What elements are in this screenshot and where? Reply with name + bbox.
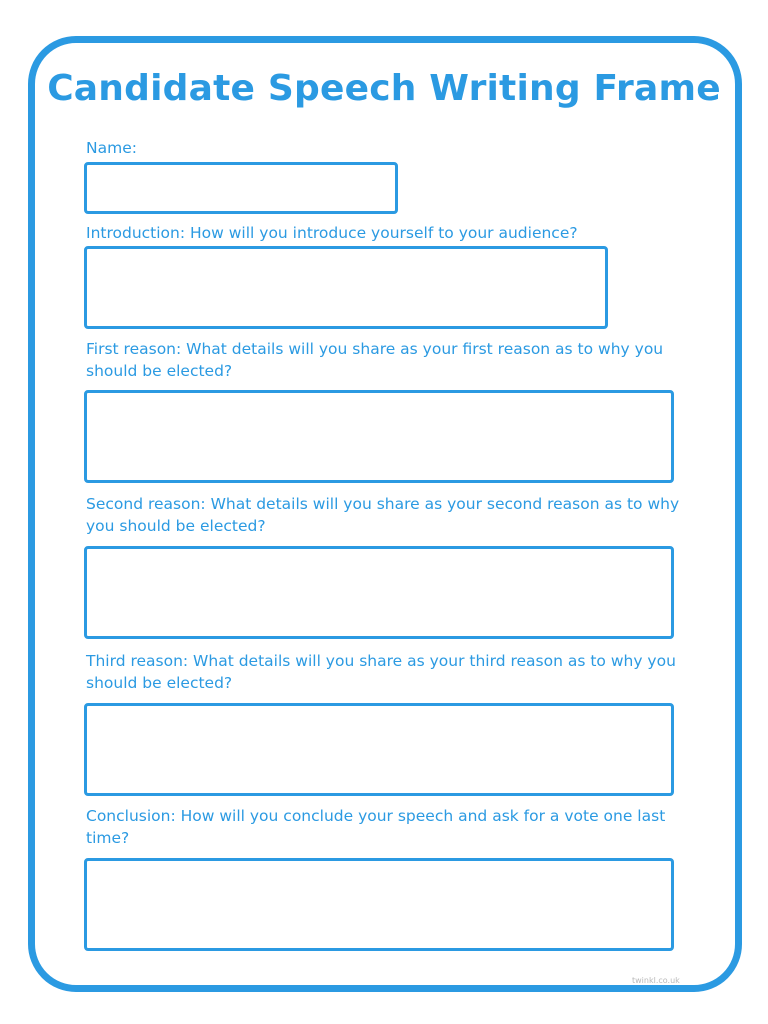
conclusion-label: Conclusion: How will you conclude your speech and ask for a vote one last time? — [86, 807, 666, 847]
second-reason-field[interactable] — [84, 546, 674, 639]
conclusion-field[interactable] — [84, 858, 674, 951]
first-reason-label: First reason: What details will you share as your first reason as to why you should be elected? — [86, 340, 664, 380]
third-reason-field[interactable] — [84, 703, 674, 796]
name-field[interactable] — [84, 162, 398, 214]
introduction-label: Introduction: How will you introduce yourself to your audience? — [86, 224, 578, 242]
page-title: Candidate Speech Writing Frame — [47, 68, 721, 109]
second-reason-label: Second reason: What details will you share as your second reason as to why you should be elected? — [86, 495, 680, 535]
footer-watermark: twinkl.co.uk — [632, 976, 680, 985]
name-label: Name: — [86, 139, 137, 157]
introduction-field[interactable] — [84, 246, 608, 329]
first-reason-field[interactable] — [84, 390, 674, 483]
third-reason-label: Third reason: What details will you share as your third reason as to why you should be elected? — [86, 652, 676, 692]
